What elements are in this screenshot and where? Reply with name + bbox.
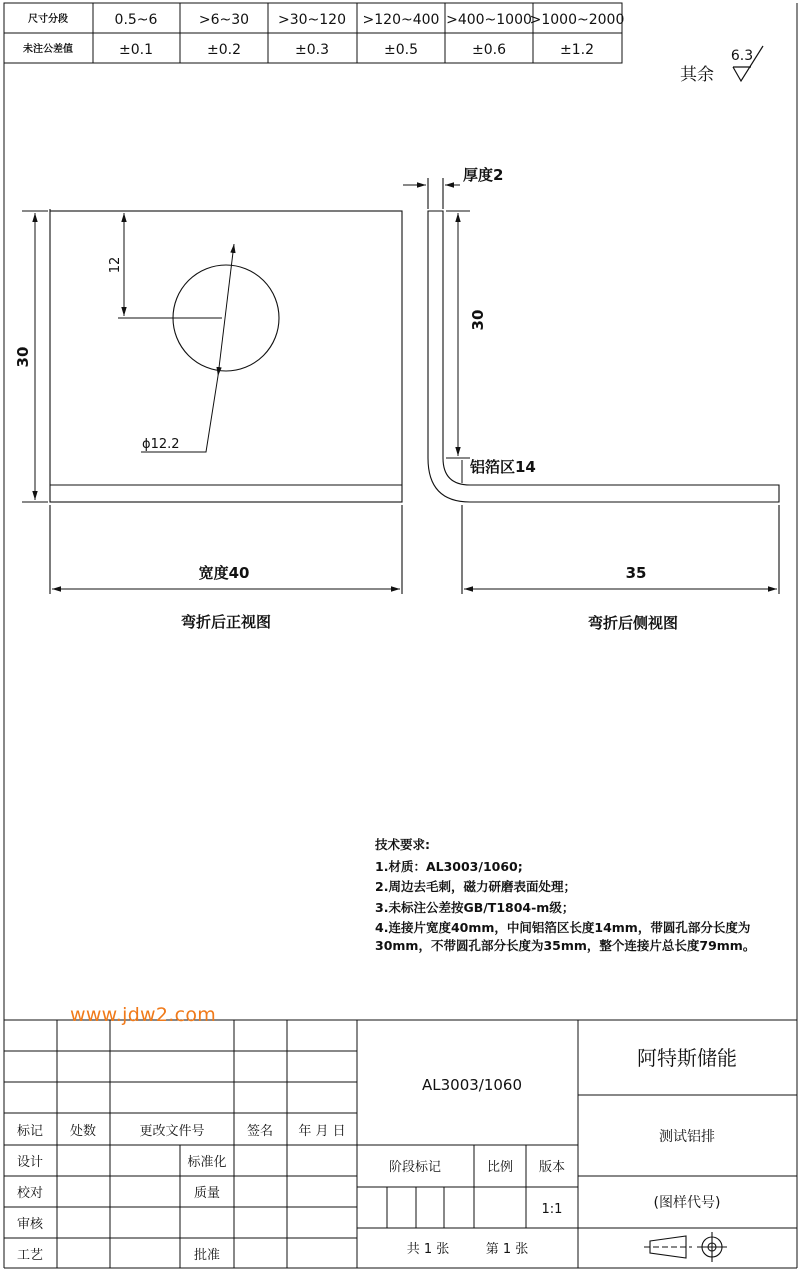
tolerance-row-label-value: 未注公差值 xyxy=(23,44,73,55)
role-label: 批准 xyxy=(193,1248,221,1263)
company-name: 阿特斯储能 xyxy=(637,1046,737,1070)
hole-dia-dim-line xyxy=(218,244,234,376)
stage-label: 阶段标记 xyxy=(388,1160,442,1175)
front-height-dim: 30 xyxy=(14,346,32,368)
tolerance-value: ±0.1 xyxy=(119,42,153,58)
note-item: 1.材质：AL3003/1060; xyxy=(375,858,523,874)
role-label: 审核 xyxy=(16,1217,44,1232)
rev-header: 签名 xyxy=(246,1124,274,1139)
roughness-value: 6.3 xyxy=(730,48,754,64)
projection-symbol-icon xyxy=(644,1232,727,1262)
rev-header: 更改文件号 xyxy=(139,1124,205,1139)
role-label: 设计 xyxy=(16,1155,44,1170)
tolerance-value: ±0.5 xyxy=(384,42,418,58)
scale-label: 比例 xyxy=(486,1160,514,1175)
note-item: 4.连接片宽度40mm，中间铝箔区长度14mm，带圆孔部分长度为30mm，不带圆孔部分长度为35mm，整个连接片总长度79mm。 xyxy=(375,920,756,953)
tolerance-range: >1000~2000 xyxy=(529,12,625,28)
tolerance-range: 0.5~6 xyxy=(114,12,158,28)
foil-dim: 铝箔区14 xyxy=(470,458,536,476)
scale-value: 1:1 xyxy=(541,1202,563,1217)
tolerance-range: >400~1000 xyxy=(446,12,532,28)
front-view xyxy=(22,209,402,594)
roughness-prefix: 其余 xyxy=(680,65,714,85)
version-label: 版本 xyxy=(538,1160,566,1175)
watermark: www.jdw2.com xyxy=(70,1004,217,1026)
role-label: 质量 xyxy=(193,1186,221,1201)
sheet-number: 第 1 张 xyxy=(485,1242,529,1257)
sheets-total: 共 1 张 xyxy=(406,1242,450,1257)
front-view-outline xyxy=(50,211,402,502)
material-label: AL3003/1060 xyxy=(421,1076,523,1094)
side-view-caption: 弯折后侧视图 xyxy=(587,614,679,632)
side-horizontal-dim: 35 xyxy=(625,564,647,582)
side-view xyxy=(428,178,779,594)
notes-title: 技术要求: xyxy=(375,837,430,852)
rev-header: 处数 xyxy=(69,1124,97,1139)
front-view-caption: 弯折后正视图 xyxy=(180,613,272,631)
hole-offset-dim: 12 xyxy=(108,256,123,274)
tolerance-row-label-size: 尺寸分段 xyxy=(28,14,68,25)
tolerance-value: ±0.2 xyxy=(207,42,241,58)
role-label: 工艺 xyxy=(16,1248,44,1263)
role-label: 标准化 xyxy=(187,1155,227,1170)
part-name: 测试铝排 xyxy=(659,1129,715,1145)
note-item: 2.周边去毛刺，磁力研磨表面处理； xyxy=(375,879,576,894)
tolerance-range: >6~30 xyxy=(198,12,250,28)
tolerance-value: ±0.6 xyxy=(472,42,506,58)
technical-notes xyxy=(375,836,785,954)
rev-header: 标记 xyxy=(16,1124,44,1139)
side-vertical-dim: 30 xyxy=(469,309,487,331)
thickness-dim: 厚度2 xyxy=(463,166,504,184)
role-label: 校对 xyxy=(16,1186,44,1201)
tolerance-range: >30~120 xyxy=(278,12,346,28)
hole-dia-dim: ϕ12.2 xyxy=(142,437,180,452)
note-item: 3.未标注公差按GB/T1804-m级； xyxy=(375,899,575,915)
drawing-code: (图样代号) xyxy=(653,1195,721,1211)
tolerance-range: >120~400 xyxy=(362,12,440,28)
tolerance-value: ±1.2 xyxy=(560,42,594,58)
rev-header: 年 月 日 xyxy=(298,1124,346,1139)
tolerance-value: ±0.3 xyxy=(295,42,329,58)
front-width-dim: 宽度40 xyxy=(198,564,250,582)
